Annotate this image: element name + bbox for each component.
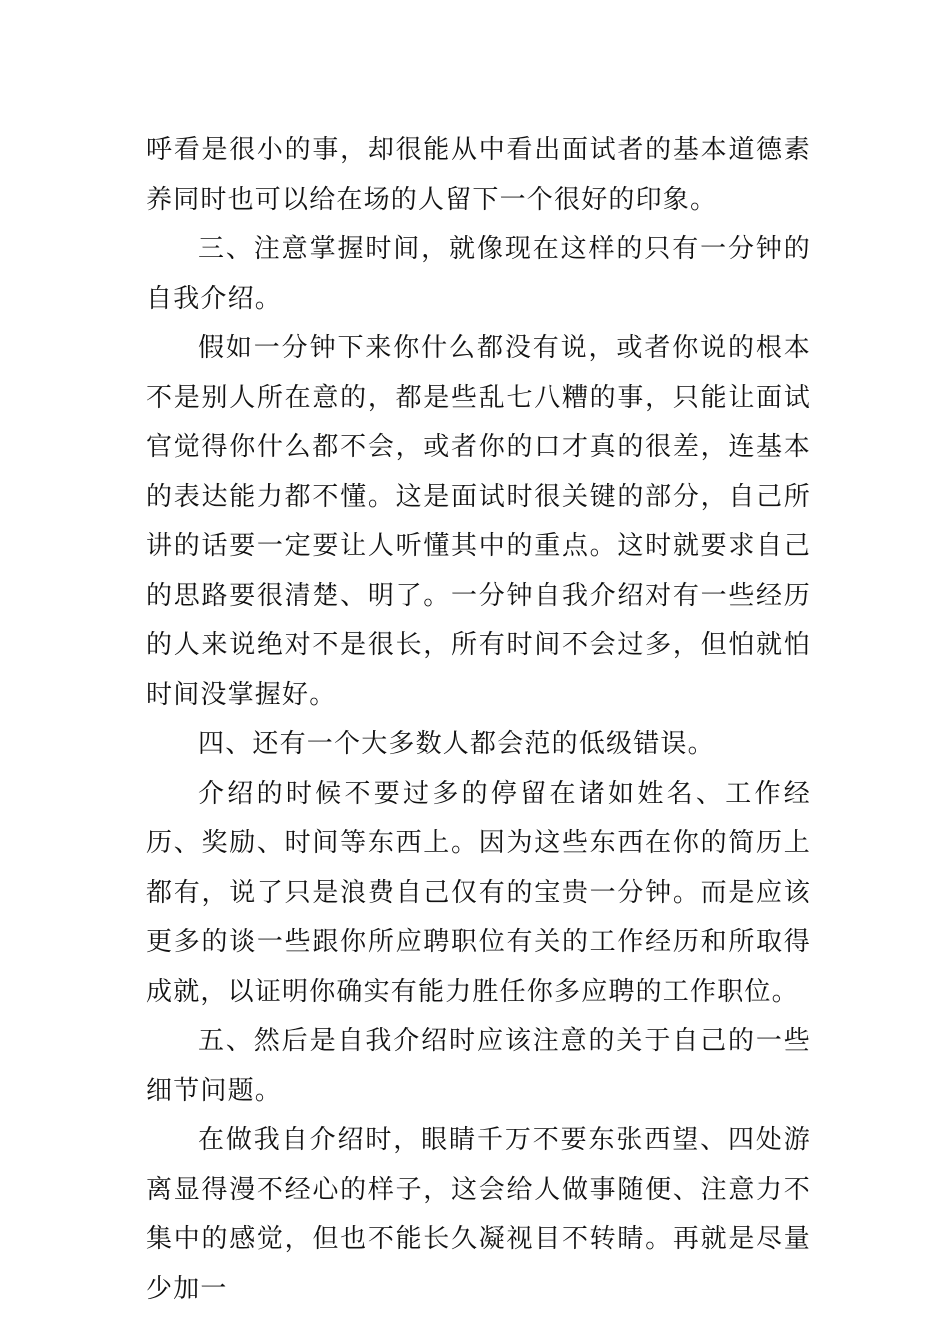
paragraph-3: 假如一分钟下来你什么都没有说，或者你说的根本不是别人所在意的，都是些乱七八糟的事，只能让面试官觉得你什么都不会，或者你的口才真的很差，连基本的表达能力都不懂。这是面试时很关键的部分，自己所讲的话要一定要让人听懂其中的重点。这时就要求自己的思路要很清楚、明了。一分钟自我介绍对有一些经历的人来说绝对不是很长，所有时间不会过多，但怕就怕时间没掌握好。	[146, 333, 811, 710]
paragraph-7: 在做我自介绍时，眼睛千万不要东张西望、四处游离显得漫不经心的样子，这会给人做事随便、注意力不集中的感觉，但也不能长久凝视目不转睛。再就是尽量少加一	[146, 1125, 811, 1304]
paragraph-4: 四、还有一个大多数人都会范的低级错误。	[198, 729, 715, 759]
document-body	[146, 126, 811, 1314]
paragraph-1: 呼看是很小的事，却很能从中看出面试者的基本道德素养同时也可以给在场的人留下一个很好的印象。	[146, 135, 811, 215]
paragraph-2: 三、注意掌握时间，就像现在这样的只有一分钟的自我介绍。	[146, 234, 811, 314]
paragraph-5: 介绍的时候不要过多的停留在诸如姓名、工作经历、奖励、时间等东西上。因为这些东西在你的简历上都有，说了只是浪费自己仅有的宝贵一分钟。而是应该更多的谈一些跟你所应聘职位有关的工作经历和所取得成就，以证明你确实有能力胜任你多应聘的工作职位。	[146, 778, 811, 1007]
paragraph-6: 五、然后是自我介绍时应该注意的关于自己的一些细节问题。	[146, 1026, 811, 1106]
